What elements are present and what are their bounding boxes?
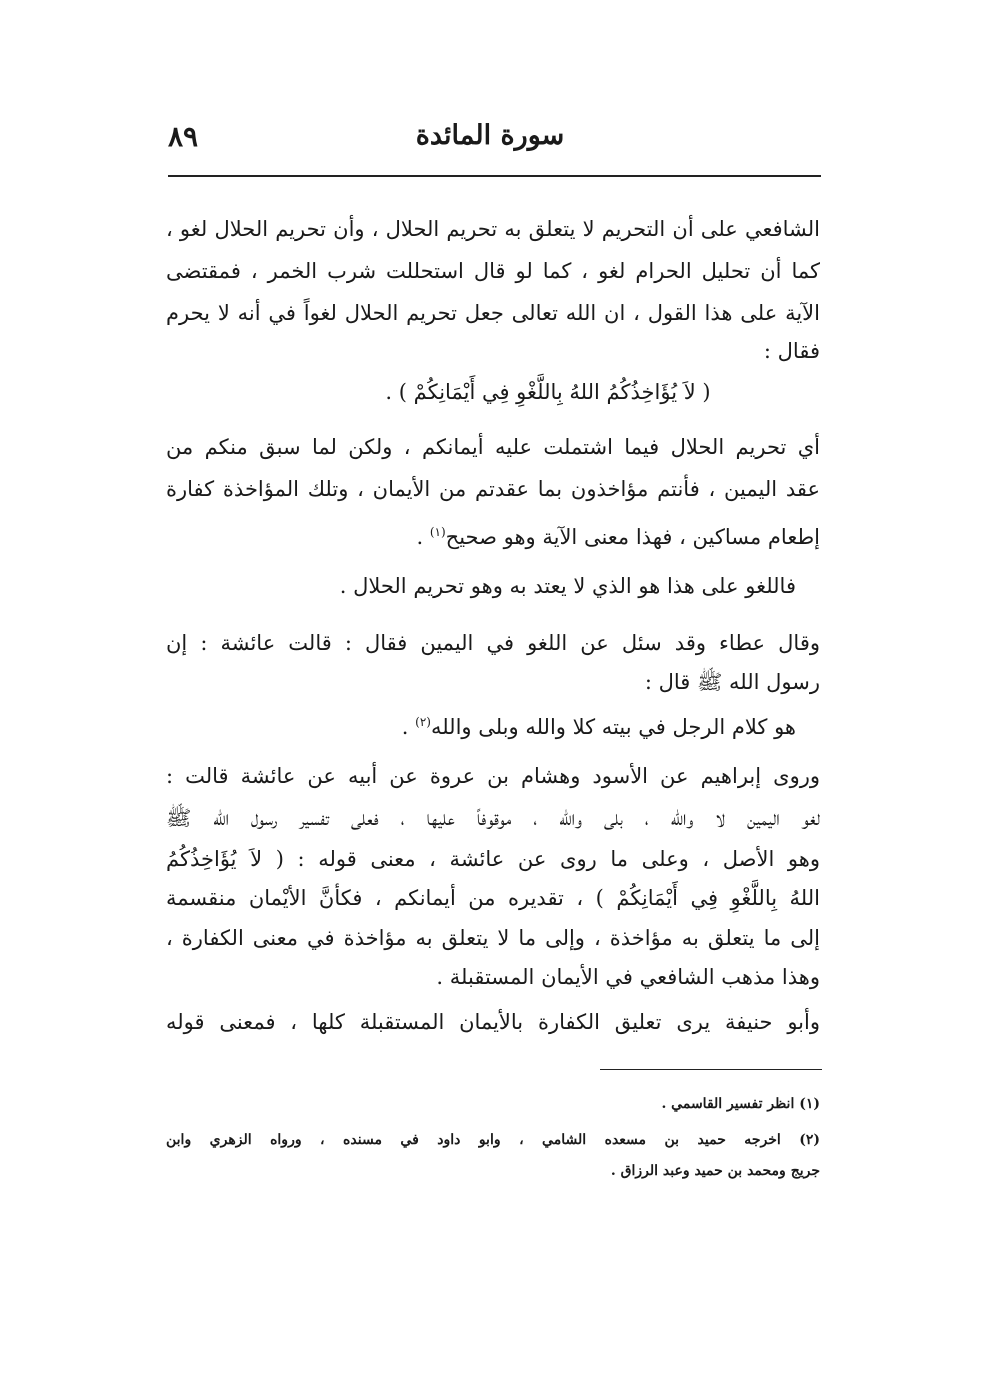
footnote-2-cont: جريج ومحمد بن حميد وعبد الرزاق . — [610, 1163, 820, 1179]
surah-title: سورة المائدة — [415, 120, 565, 151]
text-line-13: وروى إبراهيم عن الأسود وهشام بن عروة عن أبيه عن عائشة قالت : — [166, 764, 820, 788]
text-line-7: عقد اليمين ، فأنتم مؤاخذون بما عقدتم من الأيمان ، وتلك المؤاخذة كفارة — [166, 477, 820, 501]
text-line-6: أي تحريم الحلال فيما اشتملت عليه أيمانكم ، ولكن لما سبق منكم من — [166, 435, 820, 459]
text-line-19: وأبو حنيفة يرى تعليق الكفارة بالأيمان المستقبلة كلها ، فمعنى قوله — [166, 1010, 820, 1034]
header-rule — [168, 175, 821, 177]
text-line-11: رسول الله ﷺ قال : — [644, 670, 820, 694]
footnote-ref-2: (٢) — [415, 715, 431, 729]
footnote-1: (١) انظر تفسير القاسمي . — [661, 1096, 820, 1112]
text-line-8: إطعام مساكين ، فهذا معنى الآية وهو صحيح$^{(١)}$ . — [416, 525, 820, 549]
text-line-10: وقال عطاء وقد سئل عن اللغو في اليمين فقال : قالت عائشة : إن — [166, 631, 820, 655]
text-line-14: لغو اليمين لا والله ، بلى والله ، موقوفاً عليها ، فعلى تفسير رسول الله ﷺ — [166, 806, 820, 830]
page-number: ٨٩ — [168, 120, 199, 153]
text-line-17: إلى ما يتعلق به مؤاخذة ، وإلى ما لا يتعلق به مؤاخذة في معنى الكفارة ، — [166, 926, 820, 950]
text-line-16: اللهُ بِاللَّغْوِ فِي أَيْمَانِكُمْ ) ، تقديره من أيمانكم ، فكأنَّ الأيْمان منقسمة — [166, 886, 820, 910]
text-line-2: كما أن تحليل الحرام لغو ، كما لو قال استحللت شرب الخمر ، فمقتضى — [166, 259, 820, 283]
text-line-4: فقال : — [763, 339, 820, 363]
text-line-1: الشافعي على أن التحريم لا يتعلق به تحريم الحلال ، وأن تحريم الحلال لغو ، — [166, 217, 820, 241]
text-line-9: فاللغو على هذا هو الذي لا يعتد به وهو تحريم الحلال . — [339, 574, 796, 598]
text-line-3: الآية على هذا القول ، ان الله تعالى جعل تحريم الحلال لغواً في أنه لا يحرم — [166, 301, 820, 325]
text-line-18: وهذا مذهب الشافعي في الأيمان المستقبلة . — [436, 965, 820, 989]
footnote-ref-1: (١) — [429, 525, 446, 539]
text-line-15: وهو الأصل ، وعلى ما روى عن عائشة ، معنى قوله : ( لاَ يُؤَاخِذُكُمُ — [166, 847, 820, 871]
text-line-12: هو كلام الرجل في بيته كلا والله وبلى والله$^{(٢)}$ . — [401, 715, 796, 739]
footnote-rule — [600, 1069, 822, 1070]
footnote-2: (٢) اخرجه حميد بن مسعده الشامي ، وابو داود في مسنده ، ورواه الزهري وابن — [166, 1132, 820, 1148]
quran-verse-line: ( لاَ يُؤَاخِذُكُمُ اللهُ بِاللَّغْوِ فِي أَيْمَانِكُمْ ) . — [385, 380, 711, 404]
